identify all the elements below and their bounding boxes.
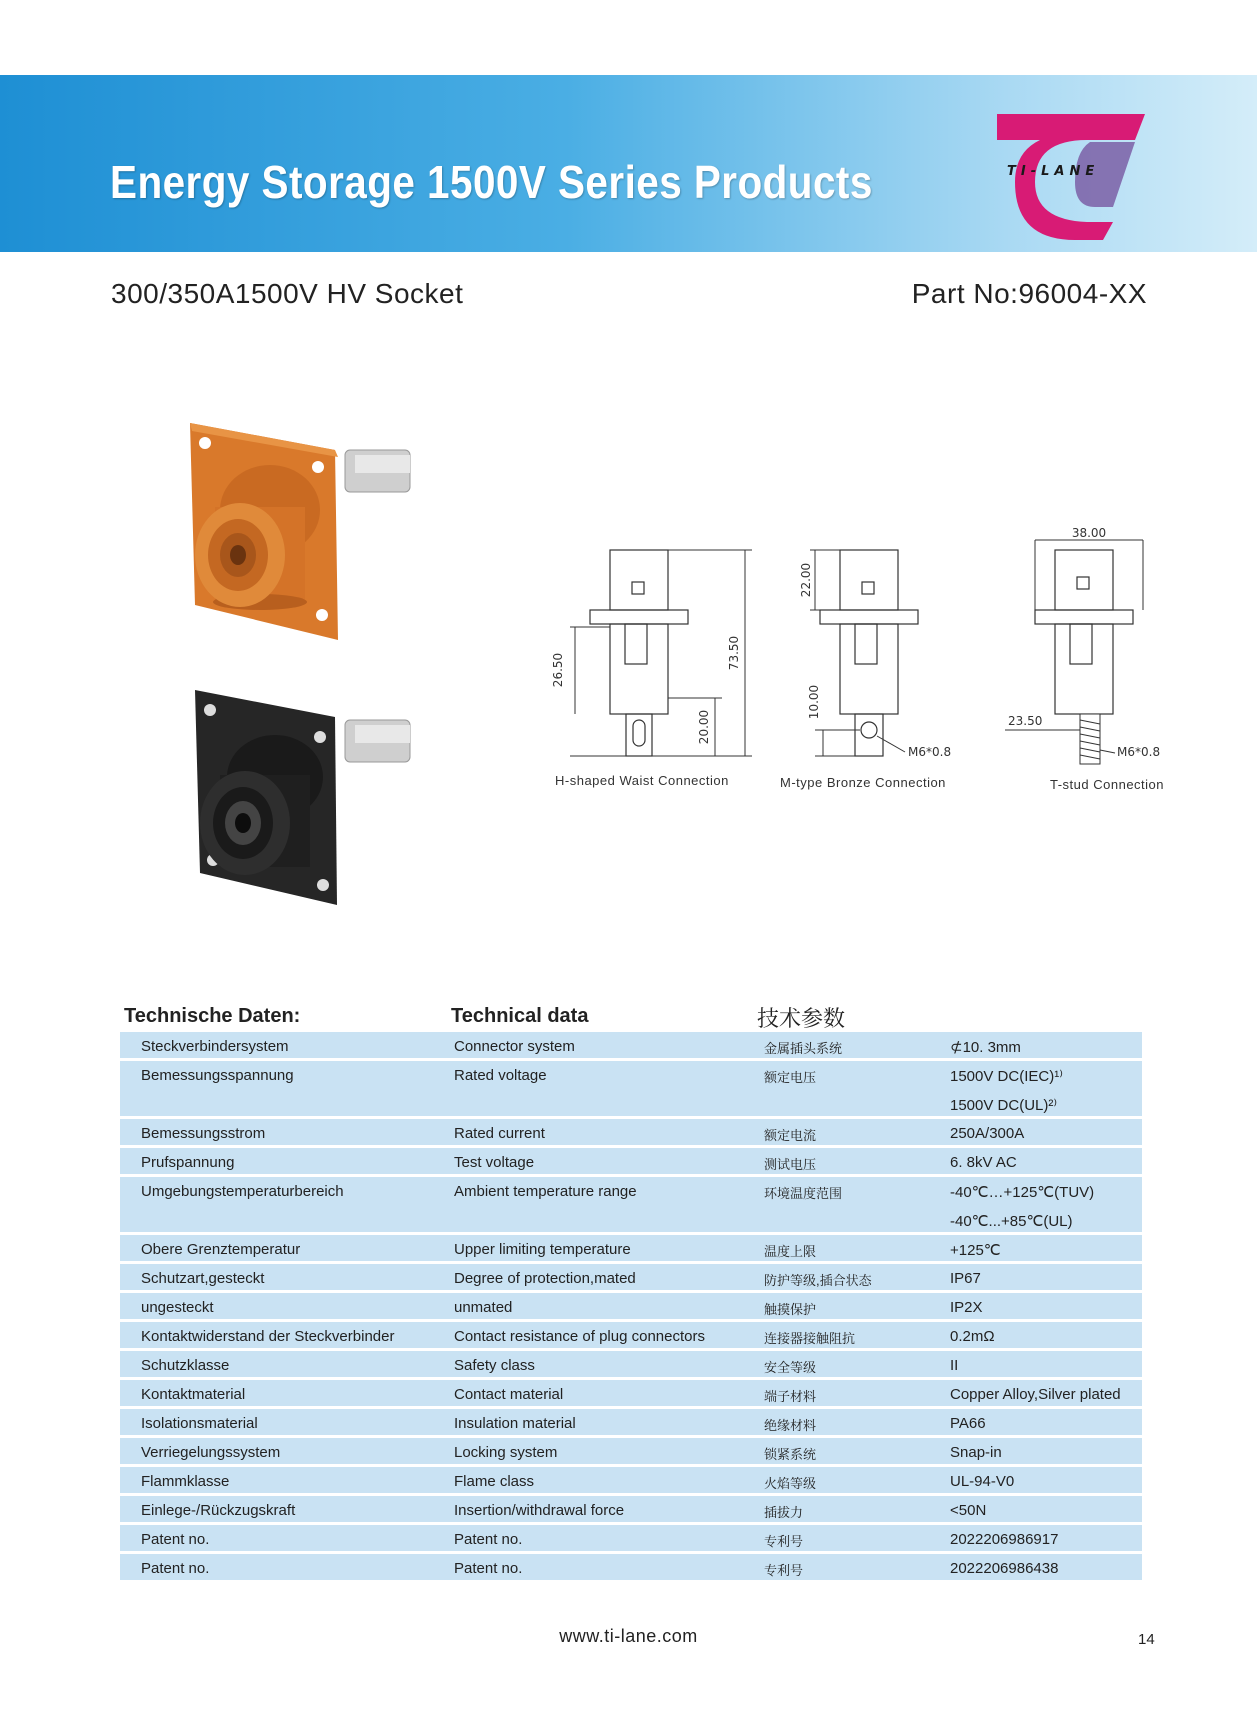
m-type-drawing [780,530,980,770]
table-row [120,1409,1142,1438]
cell-de: Bemessungsspannung [141,1067,294,1084]
logo-text: TI-LANE [1007,164,1100,179]
header-de: Technische Daten: [124,1005,301,1027]
cell-value: 1500V DC(IEC)¹⁾ [950,1068,1063,1085]
cell-value: II [950,1357,959,1374]
table-row [120,1467,1142,1496]
cell-de: Bemessungsstrom [141,1125,266,1142]
table-row [120,1438,1142,1467]
cell-value: IP67 [950,1270,981,1287]
table-row [120,1351,1142,1380]
page-number: 14 [1138,1631,1155,1648]
cell-cn: 金属插头系统 [764,1041,843,1056]
table-row [120,1293,1142,1322]
table-row [120,1177,1142,1235]
cell-en: Contact resistance of plug connectors [454,1328,705,1345]
dim-38-00: 38.00 [1071,526,1107,540]
header-cn: 技术参数 [757,1006,846,1031]
table-row [120,1148,1142,1177]
cell-cn: 端子材料 [764,1389,817,1404]
orange-socket-photo [160,415,430,645]
cell-cn: 测试电压 [764,1157,817,1172]
product-subtitle: 300/350A1500V HV Socket [111,278,464,309]
cell-en: Flame class [454,1473,535,1490]
dim-26-50: 26.50 [551,652,565,688]
cell-cn: 绝缘材料 [764,1418,817,1433]
cell-cn: 安全等级 [764,1360,817,1375]
cell-value: -40℃…+125℃(TUV) [950,1184,1095,1201]
cell-value: 250A/300A [950,1125,1025,1142]
cell-cn: 火焰等级 [764,1476,817,1491]
cell-value: Copper Alloy,Silver plated [950,1386,1121,1403]
cell-en: Rated voltage [454,1067,547,1084]
cell-de: Isolationsmaterial [141,1415,258,1432]
cell-de: Patent no. [141,1560,210,1577]
cell-de: Schutzart,gesteckt [141,1270,265,1287]
header-en: Technical data [451,1005,589,1027]
cell-value-2: 1500V DC(UL)²⁾ [950,1097,1058,1114]
cell-cn: 连接器接触阻抗 [764,1331,856,1346]
cell-de: Kontaktwiderstand der Steckverbinder [141,1328,395,1345]
cell-en: Upper limiting temperature [454,1241,631,1258]
cell-en: Connector system [454,1038,575,1055]
page-title: Energy Storage 1500V Series Products [110,156,873,208]
cell-de: Umgebungstemperaturbereich [141,1183,344,1200]
cell-de: Einlege-/Rückzugskraft [141,1502,296,1519]
dim-m6-thread: M6*0.8 [908,745,952,759]
h-shaped-caption: H-shaped Waist Connection [555,773,729,788]
cell-cn: 专利号 [764,1563,804,1578]
table-row [120,1119,1142,1148]
cell-cn: 环境温度范围 [764,1186,843,1201]
table-row [120,1554,1142,1583]
cell-cn: 额定电流 [764,1128,817,1143]
black-socket-photo [165,685,435,915]
cell-de: Prufspannung [141,1154,235,1171]
cell-value: IP2X [950,1299,983,1316]
cell-value: UL-94-V0 [950,1473,1015,1490]
cell-de: ungesteckt [141,1299,214,1316]
cell-cn: 额定电压 [764,1070,817,1085]
cell-value: <50N [950,1502,987,1519]
cell-value-2: -40℃...+85℃(UL) [950,1213,1073,1230]
cell-value: 2022206986917 [950,1531,1059,1548]
dim-23-50: 23.50 [1008,714,1043,728]
cell-en: Safety class [454,1357,535,1374]
cell-de: Kontaktmaterial [141,1386,246,1403]
cell-value: 2022206986438 [950,1560,1059,1577]
cell-en: Patent no. [454,1560,523,1577]
cell-value: Snap-in [950,1444,1002,1461]
spec-table [120,1032,1142,1583]
cell-en: Insulation material [454,1415,576,1432]
table-row [120,1264,1142,1293]
cell-en: Degree of protection,mated [454,1270,636,1287]
cell-en: Ambient temperature range [454,1183,637,1200]
cell-en: Contact material [454,1386,564,1403]
cell-de: Obere Grenztemperatur [141,1241,301,1258]
cell-de: Steckverbindersystem [141,1038,289,1055]
part-number: Part No:96004-XX [911,278,1147,309]
footer-url[interactable]: www.ti-lane.com [559,1626,698,1646]
cell-en: Insertion/withdrawal force [454,1502,625,1519]
table-row [120,1322,1142,1351]
cell-value: PA66 [950,1415,986,1432]
table-row [120,1525,1142,1554]
cell-en: Locking system [454,1444,558,1461]
h-shaped-drawing [540,530,760,770]
cell-de: Verriegelungssystem [141,1444,281,1461]
cell-de: Schutzklasse [141,1357,230,1374]
cell-cn: 温度上限 [764,1244,817,1259]
m-type-caption: M-type Bronze Connection [780,775,946,790]
cell-cn: 专利号 [764,1534,804,1549]
cell-en: Test voltage [454,1154,535,1171]
t-stud-drawing [1000,525,1200,775]
dim-10-00: 10.00 [807,684,821,720]
dim-73-50: 73.50 [727,635,741,671]
cell-de: Patent no. [141,1531,210,1548]
cell-en: Rated current [454,1125,545,1142]
cell-value: +125℃ [950,1242,1001,1259]
table-row [120,1496,1142,1525]
t-stud-caption: T-stud Connection [1050,777,1165,792]
cell-de: Flammklasse [141,1473,230,1490]
table-row [120,1235,1142,1264]
dim-20-00: 20.00 [697,709,711,745]
cell-cn: 防护等级,插合状态 [764,1273,872,1288]
cell-cn: 锁紧系统 [764,1447,817,1462]
cell-en: unmated [454,1299,513,1316]
ti-lane-logo [995,112,1155,242]
dim-m6-thread-2: M6*0.8 [1117,745,1161,759]
cell-en: Patent no. [454,1531,523,1548]
table-row [120,1380,1142,1409]
cell-cn: 触摸保护 [764,1302,817,1317]
cell-value: 0.2mΩ [950,1328,995,1345]
cell-cn: 插拔力 [764,1505,804,1520]
table-row [120,1032,1142,1061]
table-row [120,1061,1142,1119]
cell-value: 6. 8kV AC [950,1154,1017,1171]
dim-22-00: 22.00 [799,562,813,598]
cell-value: ⊄10. 3mm [950,1039,1021,1056]
